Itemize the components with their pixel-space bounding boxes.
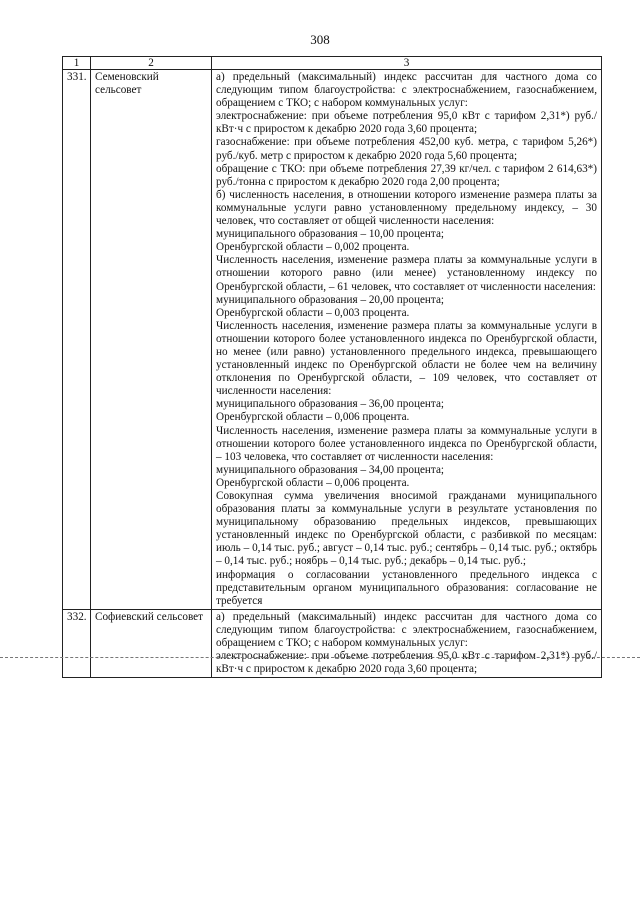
text-line: муниципального образования – 34,00 процента; bbox=[216, 463, 445, 476]
column-header-3: 3 bbox=[212, 57, 602, 70]
text-line: муниципального образования – 20,00 процента; bbox=[216, 293, 445, 306]
text-line: Оренбургской области – 0,002 процента. bbox=[216, 241, 410, 254]
text-line: Численность населения, изменение размера платы за коммунальные услуги в отношении которого более установленного индекса по Оренбургской области, но менее (или равно) установленного предельного индекса, превышающего установленный индекс по Оренбургской области не более чем на величину отклонения по Оренбургской области, – 109 человек, что составляет от численности населения: bbox=[216, 319, 597, 398]
column-header-2: 2 bbox=[91, 57, 212, 70]
table-header-row bbox=[63, 57, 602, 70]
text-line: Совокупная сумма увеличения вносимой гражданами муниципального образования платы за коммунальные услуги в результате установления по муниципальному образованию предельных индексов, превышающих установленный индекс по Оренбургской области, с разбивкой по месяцам: июль – 0,14 тыс. руб.; август – 0,14 тыс. руб.; сентябрь – 0,14 тыс. руб.; октябрь – 0,14 тыс. руб.; ноябрь – 0,14 тыс. руб.; декабрь – 0,14 тыс. руб.; bbox=[216, 490, 597, 568]
text-line: газоснабжение: при объеме потребления 452,00 куб. метра, с тарифом 5,26*) руб./куб. метр с приростом к декабрю 2020 года 5,60 процента; bbox=[216, 136, 597, 162]
scan-artifact-line bbox=[0, 657, 640, 658]
table-row bbox=[63, 609, 602, 677]
text-line: Численность населения, изменение размера платы за коммунальные услуги в отношении которого более установленного индекса по Оренбургской области, – 103 человека, что составляет от численности населения: bbox=[216, 424, 597, 463]
text-line: а) предельный (максимальный) индекс рассчитан для частного дома со следующим типом благоустройства: с электроснабжением, газоснабжением, обращением с ТКО; с набором коммунальных услуг: bbox=[216, 71, 597, 110]
text-line: Численность населения, изменение размера платы за коммунальные услуги в отношении которого равно (или менее) установленному индексу по Оренбургской области, – 61 человек, что составляет от численности населения: bbox=[216, 254, 597, 293]
row-number: 332. bbox=[63, 609, 91, 677]
text-line: а) предельный (максимальный) индекс рассчитан для частного дома со следующим типом благоустройства: с электроснабжением, газоснабжением, обращением с ТКО; с набором коммунальных услуг: bbox=[216, 610, 597, 650]
municipality-name: Семеновский сельсовет bbox=[91, 70, 212, 610]
column-header-1: 1 bbox=[63, 57, 91, 70]
text-line: Оренбургской области – 0,003 процента. bbox=[216, 306, 410, 319]
text-line: электроснабжение: при объеме потребления 95,0 кВт с тарифом 2,31*) руб./кВт·ч с приростом к декабрю 2020 года 3,60 процента; bbox=[216, 650, 597, 676]
table-row bbox=[63, 70, 602, 610]
text-line: муниципального образования – 10,00 процента; bbox=[216, 228, 445, 241]
indices-table bbox=[62, 56, 602, 678]
page-number: 308 bbox=[310, 32, 330, 47]
text-line: электроснабжение: при объеме потребления 95,0 кВт с тарифом 2,31*) руб./кВт·ч с приростом к декабрю 2020 года 3,60 процента; bbox=[216, 110, 597, 136]
text-line: Оренбургской области – 0,006 процента. bbox=[216, 476, 410, 489]
municipality-name: Софиевский сельсовет bbox=[91, 609, 212, 677]
row-number: 331. bbox=[63, 70, 91, 610]
text-line: б) численность населения, в отношении которого изменение размера платы за коммунальные услуги равно установленному предельному индексу, – 30 человек, что составляет от общей численности населения: bbox=[216, 188, 597, 228]
text-line: муниципального образования – 36,00 процента; bbox=[216, 398, 445, 411]
text-line: информация о согласовании установленного предельного индекса с представительным органом муниципального образования: согласование не требуется bbox=[216, 568, 597, 607]
text-line: обращение с ТКО: при объеме потребления 27,39 кг/чел. с тарифом 2 614,63*) руб./тонна с приростом к декабрю 2020 года 2,00 процента; bbox=[216, 162, 597, 188]
text-line: Оренбургской области – 0,006 процента. bbox=[216, 411, 410, 424]
row-description bbox=[212, 609, 602, 677]
row-description bbox=[212, 70, 602, 610]
